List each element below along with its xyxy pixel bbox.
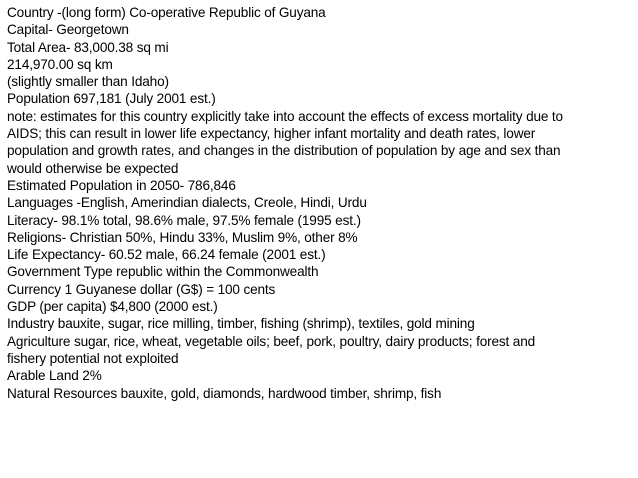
languages-line: Languages -English, Amerindian dialects, Creole, Hindi, Urdu	[7, 195, 367, 211]
agriculture-line-1: Agriculture sugar, rice, wheat, vegetable oils; beef, pork, poultry, dairy products; forest and	[7, 333, 536, 349]
total-area-line: Total Area- 83,000.38 sq mi	[7, 39, 169, 55]
capital-line: Capital- Georgetown	[7, 22, 129, 38]
religions-line: Religions- Christian 50%, Hindu 33%, Muslim 9%, other 8%	[7, 229, 358, 245]
population-note-line-1: note: estimates for this country explicitly take into account the effects of excess mortality due to	[7, 108, 563, 124]
country-name-line: Country -(long form) Co-operative Republic of Guyana	[7, 5, 326, 20]
estimated-population-line: Estimated Population in 2050- 786,846	[7, 177, 236, 193]
agriculture-line-2: fishery potential not exploited	[7, 350, 179, 366]
arable-land-line: Arable Land 2%	[7, 368, 102, 384]
natural-resources-line: Natural Resources bauxite, gold, diamonds, hardwood timber, shrimp, fish	[7, 385, 442, 401]
literacy-line: Literacy- 98.1% total, 98.6% male, 97.5% female (1995 est.)	[7, 212, 361, 228]
industry-line: Industry bauxite, sugar, rice milling, timber, fishing (shrimp), textiles, gold mining	[7, 316, 475, 332]
population-note-line-3: population and growth rates, and changes in the distribution of population by age and sex than	[7, 143, 561, 159]
population-line: Population 697,181 (July 2001 est.)	[7, 91, 216, 107]
gdp-line: GDP (per capita) $4,800 (2000 est.)	[7, 299, 218, 315]
population-note-line-4: would otherwise be expected	[7, 160, 179, 176]
country-facts-text	[7, 4, 633, 402]
population-note-line-2: AIDS; this can result in lower life expectancy, higher infant mortality and death rates, lower	[7, 126, 536, 142]
area-sq-km-line: 214,970.00 sq km	[7, 56, 113, 72]
currency-line: Currency 1 Guyanese dollar (G$) = 100 cents	[7, 281, 276, 297]
life-expectancy-line: Life Expectancy- 60.52 male, 66.24 female (2001 est.)	[7, 247, 326, 263]
area-comparison-line: (slightly smaller than Idaho)	[7, 74, 169, 90]
government-type-line: Government Type republic within the Commonwealth	[7, 264, 319, 280]
